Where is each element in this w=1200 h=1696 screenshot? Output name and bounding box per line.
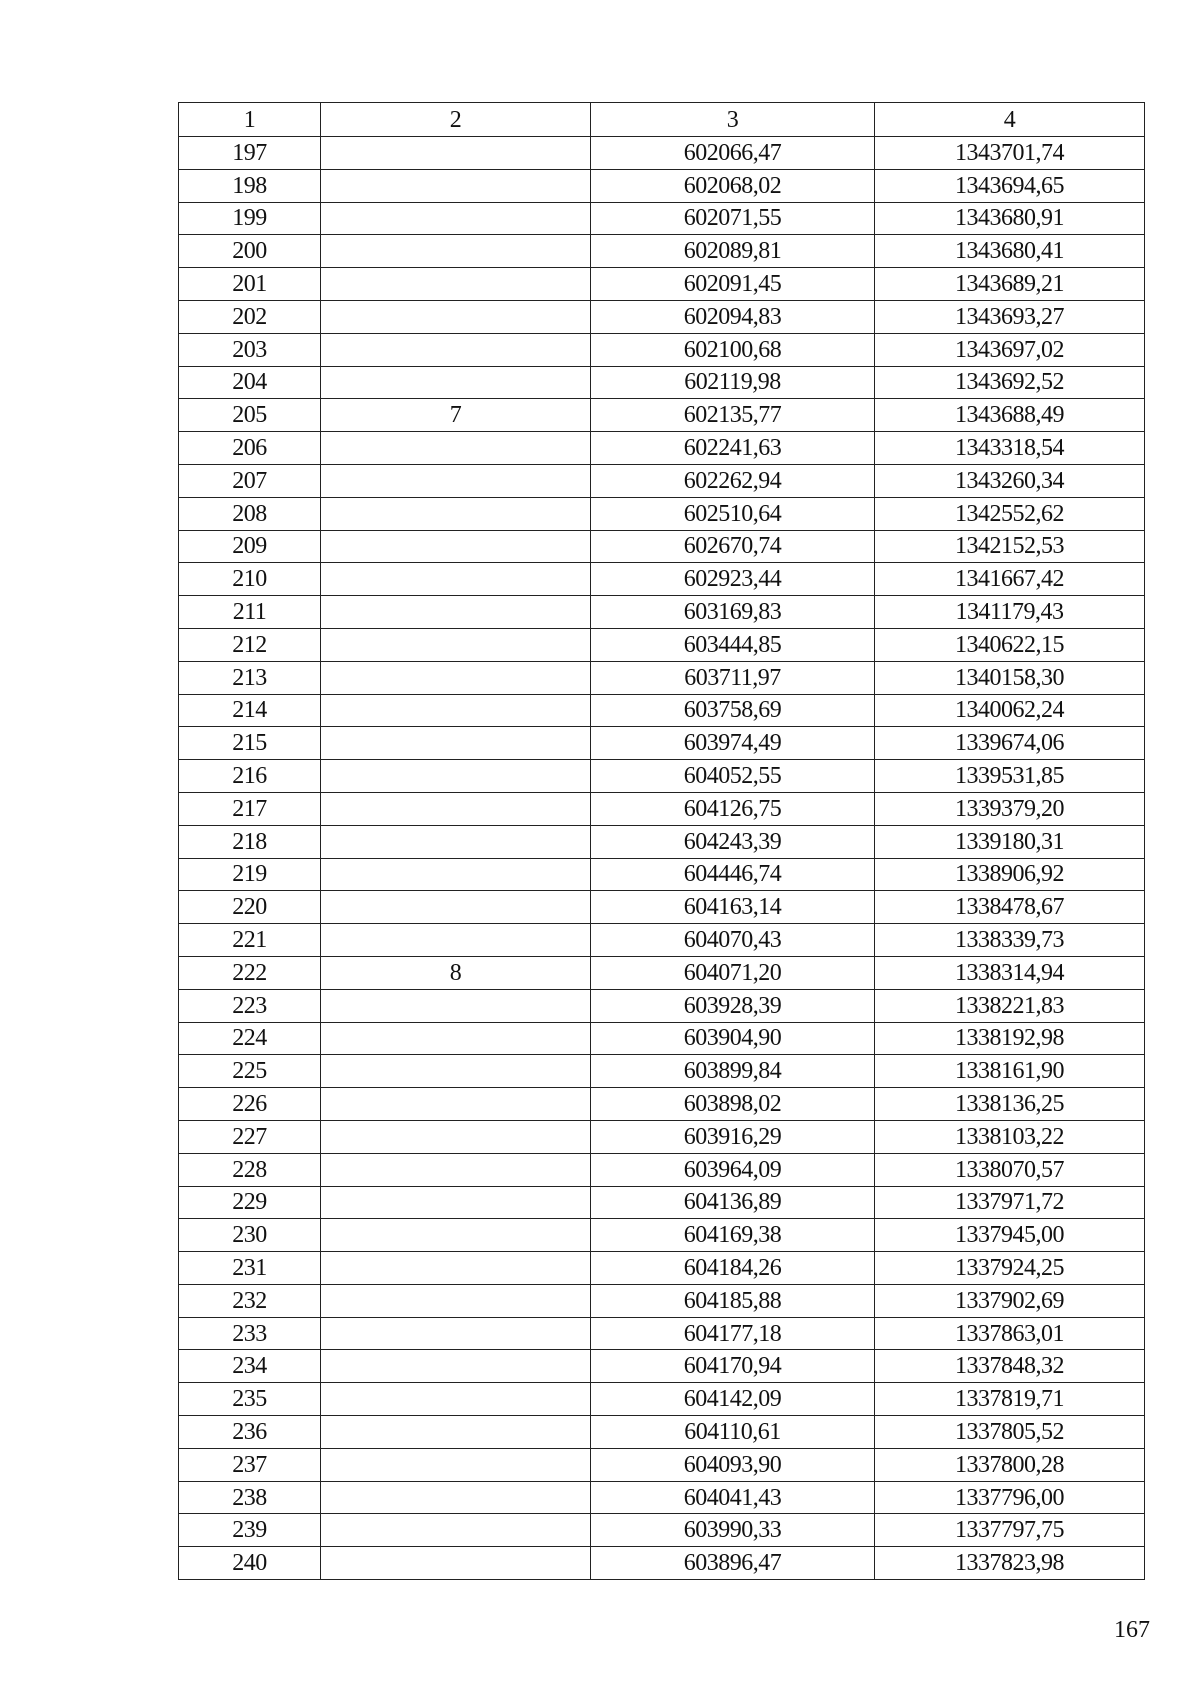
table-row <box>179 1153 1145 1186</box>
point-number-cell: 225 <box>179 1055 321 1088</box>
x-coordinate-cell: 603904,90 <box>591 1022 875 1055</box>
point-number-cell: 214 <box>179 694 321 727</box>
point-number-cell: 230 <box>179 1219 321 1252</box>
x-coordinate-cell: 604142,09 <box>591 1383 875 1416</box>
table-row <box>179 1416 1145 1449</box>
x-coordinate-cell: 604070,43 <box>591 924 875 957</box>
section-cell <box>321 760 591 793</box>
x-coordinate-cell: 602100,68 <box>591 333 875 366</box>
section-cell <box>321 1284 591 1317</box>
table-row <box>179 530 1145 563</box>
y-coordinate-cell: 1343680,91 <box>875 202 1145 235</box>
section-cell <box>321 432 591 465</box>
section-cell <box>321 1448 591 1481</box>
point-number-cell: 205 <box>179 399 321 432</box>
table-row <box>179 137 1145 170</box>
point-number-cell: 218 <box>179 825 321 858</box>
y-coordinate-cell: 1343693,27 <box>875 300 1145 333</box>
y-coordinate-cell: 1338136,25 <box>875 1088 1145 1121</box>
x-coordinate-cell: 604243,39 <box>591 825 875 858</box>
point-number-cell: 217 <box>179 792 321 825</box>
point-number-cell: 222 <box>179 956 321 989</box>
y-coordinate-cell: 1338161,90 <box>875 1055 1145 1088</box>
section-cell: 8 <box>321 956 591 989</box>
table-row <box>179 1448 1145 1481</box>
y-coordinate-cell: 1337902,69 <box>875 1284 1145 1317</box>
point-number-cell: 226 <box>179 1088 321 1121</box>
table-row <box>179 268 1145 301</box>
point-number-cell: 231 <box>179 1252 321 1285</box>
section-cell <box>321 333 591 366</box>
x-coordinate-cell: 603758,69 <box>591 694 875 727</box>
section-cell <box>321 792 591 825</box>
y-coordinate-cell: 1341179,43 <box>875 596 1145 629</box>
section-cell <box>321 1088 591 1121</box>
table-row <box>179 300 1145 333</box>
point-number-cell: 215 <box>179 727 321 760</box>
section-cell <box>321 989 591 1022</box>
x-coordinate-cell: 604071,20 <box>591 956 875 989</box>
point-number-cell: 223 <box>179 989 321 1022</box>
point-number-cell: 224 <box>179 1022 321 1055</box>
table-row <box>179 1055 1145 1088</box>
section-cell <box>321 1219 591 1252</box>
y-coordinate-cell: 1338221,83 <box>875 989 1145 1022</box>
y-coordinate-cell: 1337863,01 <box>875 1317 1145 1350</box>
y-coordinate-cell: 1339531,85 <box>875 760 1145 793</box>
section-cell <box>321 1022 591 1055</box>
y-coordinate-cell: 1339180,31 <box>875 825 1145 858</box>
x-coordinate-cell: 604041,43 <box>591 1481 875 1514</box>
table-row <box>179 202 1145 235</box>
point-number-cell: 203 <box>179 333 321 366</box>
y-coordinate-cell: 1338070,57 <box>875 1153 1145 1186</box>
x-coordinate-cell: 603916,29 <box>591 1120 875 1153</box>
y-coordinate-cell: 1337797,75 <box>875 1514 1145 1547</box>
table-row <box>179 792 1145 825</box>
section-cell <box>321 628 591 661</box>
y-coordinate-cell: 1340622,15 <box>875 628 1145 661</box>
y-coordinate-cell: 1337796,00 <box>875 1481 1145 1514</box>
table-row <box>179 1514 1145 1547</box>
y-coordinate-cell: 1338103,22 <box>875 1120 1145 1153</box>
x-coordinate-cell: 603896,47 <box>591 1547 875 1580</box>
table-row <box>179 628 1145 661</box>
table-row <box>179 1088 1145 1121</box>
table-row <box>179 1284 1145 1317</box>
x-coordinate-cell: 604110,61 <box>591 1416 875 1449</box>
point-number-cell: 233 <box>179 1317 321 1350</box>
x-coordinate-cell: 602089,81 <box>591 235 875 268</box>
y-coordinate-cell: 1337805,52 <box>875 1416 1145 1449</box>
section-cell <box>321 300 591 333</box>
table-row <box>179 661 1145 694</box>
x-coordinate-cell: 603711,97 <box>591 661 875 694</box>
point-number-cell: 209 <box>179 530 321 563</box>
point-number-cell: 213 <box>179 661 321 694</box>
section-cell <box>321 661 591 694</box>
x-coordinate-cell: 602066,47 <box>591 137 875 170</box>
header-col-3: 3 <box>591 103 875 137</box>
y-coordinate-cell: 1337945,00 <box>875 1219 1145 1252</box>
section-cell <box>321 1416 591 1449</box>
point-number-cell: 216 <box>179 760 321 793</box>
section-cell <box>321 563 591 596</box>
section-cell <box>321 1252 591 1285</box>
x-coordinate-cell: 603964,09 <box>591 1153 875 1186</box>
table-row <box>179 1219 1145 1252</box>
table-row <box>179 333 1145 366</box>
y-coordinate-cell: 1337800,28 <box>875 1448 1145 1481</box>
point-number-cell: 221 <box>179 924 321 957</box>
x-coordinate-cell: 602119,98 <box>591 366 875 399</box>
table-row <box>179 399 1145 432</box>
y-coordinate-cell: 1340062,24 <box>875 694 1145 727</box>
table-row <box>179 1317 1145 1350</box>
table-row <box>179 989 1145 1022</box>
point-number-cell: 198 <box>179 169 321 202</box>
section-cell <box>321 1514 591 1547</box>
table-row <box>179 825 1145 858</box>
table-row <box>179 1022 1145 1055</box>
y-coordinate-cell: 1343318,54 <box>875 432 1145 465</box>
x-coordinate-cell: 602068,02 <box>591 169 875 202</box>
table-row <box>179 727 1145 760</box>
section-cell <box>321 268 591 301</box>
section-cell <box>321 596 591 629</box>
point-number-cell: 210 <box>179 563 321 596</box>
point-number-cell: 232 <box>179 1284 321 1317</box>
table-row <box>179 891 1145 924</box>
section-cell <box>321 235 591 268</box>
table-row <box>179 1120 1145 1153</box>
y-coordinate-cell: 1342152,53 <box>875 530 1145 563</box>
x-coordinate-cell: 602091,45 <box>591 268 875 301</box>
point-number-cell: 228 <box>179 1153 321 1186</box>
x-coordinate-cell: 603899,84 <box>591 1055 875 1088</box>
x-coordinate-cell: 604170,94 <box>591 1350 875 1383</box>
header-col-4: 4 <box>875 103 1145 137</box>
x-coordinate-cell: 602923,44 <box>591 563 875 596</box>
y-coordinate-cell: 1341667,42 <box>875 563 1145 596</box>
x-coordinate-cell: 602071,55 <box>591 202 875 235</box>
table-row <box>179 858 1145 891</box>
table-row <box>179 1252 1145 1285</box>
section-cell <box>321 1481 591 1514</box>
x-coordinate-cell: 604126,75 <box>591 792 875 825</box>
table-row <box>179 563 1145 596</box>
x-coordinate-cell: 604052,55 <box>591 760 875 793</box>
point-number-cell: 208 <box>179 497 321 530</box>
point-number-cell: 204 <box>179 366 321 399</box>
x-coordinate-cell: 603974,49 <box>591 727 875 760</box>
section-cell <box>321 464 591 497</box>
point-number-cell: 211 <box>179 596 321 629</box>
y-coordinate-cell: 1340158,30 <box>875 661 1145 694</box>
table-row <box>179 924 1145 957</box>
point-number-cell: 200 <box>179 235 321 268</box>
section-cell <box>321 202 591 235</box>
x-coordinate-cell: 604177,18 <box>591 1317 875 1350</box>
table-row <box>179 1350 1145 1383</box>
y-coordinate-cell: 1339379,20 <box>875 792 1145 825</box>
x-coordinate-cell: 602241,63 <box>591 432 875 465</box>
section-cell <box>321 169 591 202</box>
x-coordinate-cell: 602135,77 <box>591 399 875 432</box>
point-number-cell: 235 <box>179 1383 321 1416</box>
header-row <box>179 103 1145 137</box>
y-coordinate-cell: 1338478,67 <box>875 891 1145 924</box>
y-coordinate-cell: 1343697,02 <box>875 333 1145 366</box>
point-number-cell: 239 <box>179 1514 321 1547</box>
x-coordinate-cell: 603444,85 <box>591 628 875 661</box>
table-header <box>179 103 1145 137</box>
y-coordinate-cell: 1337823,98 <box>875 1547 1145 1580</box>
table-row <box>179 1481 1145 1514</box>
x-coordinate-cell: 603169,83 <box>591 596 875 629</box>
x-coordinate-cell: 603928,39 <box>591 989 875 1022</box>
point-number-cell: 202 <box>179 300 321 333</box>
point-number-cell: 237 <box>179 1448 321 1481</box>
point-number-cell: 197 <box>179 137 321 170</box>
point-number-cell: 234 <box>179 1350 321 1383</box>
section-cell: 7 <box>321 399 591 432</box>
table-body <box>179 137 1145 1580</box>
point-number-cell: 240 <box>179 1547 321 1580</box>
y-coordinate-cell: 1343680,41 <box>875 235 1145 268</box>
table-row <box>179 1547 1145 1580</box>
y-coordinate-cell: 1343692,52 <box>875 366 1145 399</box>
section-cell <box>321 1547 591 1580</box>
point-number-cell: 201 <box>179 268 321 301</box>
x-coordinate-cell: 603898,02 <box>591 1088 875 1121</box>
y-coordinate-cell: 1337971,72 <box>875 1186 1145 1219</box>
x-coordinate-cell: 604093,90 <box>591 1448 875 1481</box>
section-cell <box>321 1153 591 1186</box>
x-coordinate-cell: 604446,74 <box>591 858 875 891</box>
section-cell <box>321 891 591 924</box>
section-cell <box>321 1120 591 1153</box>
table-row <box>179 432 1145 465</box>
table-row <box>179 1186 1145 1219</box>
point-number-cell: 236 <box>179 1416 321 1449</box>
table-row <box>179 169 1145 202</box>
y-coordinate-cell: 1338339,73 <box>875 924 1145 957</box>
x-coordinate-cell: 602670,74 <box>591 530 875 563</box>
coordinates-table <box>178 102 1145 1580</box>
y-coordinate-cell: 1338906,92 <box>875 858 1145 891</box>
header-col-1: 1 <box>179 103 321 137</box>
table-row <box>179 464 1145 497</box>
y-coordinate-cell: 1337924,25 <box>875 1252 1145 1285</box>
y-coordinate-cell: 1343260,34 <box>875 464 1145 497</box>
table-row <box>179 497 1145 530</box>
table-row <box>179 596 1145 629</box>
x-coordinate-cell: 602094,83 <box>591 300 875 333</box>
section-cell <box>321 825 591 858</box>
point-number-cell: 220 <box>179 891 321 924</box>
point-number-cell: 206 <box>179 432 321 465</box>
y-coordinate-cell: 1338192,98 <box>875 1022 1145 1055</box>
point-number-cell: 199 <box>179 202 321 235</box>
page-number: 167 <box>1114 1617 1150 1643</box>
y-coordinate-cell: 1342552,62 <box>875 497 1145 530</box>
x-coordinate-cell: 604169,38 <box>591 1219 875 1252</box>
table-row <box>179 235 1145 268</box>
point-number-cell: 229 <box>179 1186 321 1219</box>
table-row <box>179 366 1145 399</box>
x-coordinate-cell: 602510,64 <box>591 497 875 530</box>
section-cell <box>321 1383 591 1416</box>
y-coordinate-cell: 1337819,71 <box>875 1383 1145 1416</box>
table-row <box>179 1383 1145 1416</box>
x-coordinate-cell: 603990,33 <box>591 1514 875 1547</box>
header-col-2: 2 <box>321 103 591 137</box>
y-coordinate-cell: 1343689,21 <box>875 268 1145 301</box>
section-cell <box>321 1317 591 1350</box>
table-row <box>179 956 1145 989</box>
y-coordinate-cell: 1338314,94 <box>875 956 1145 989</box>
point-number-cell: 219 <box>179 858 321 891</box>
section-cell <box>321 924 591 957</box>
y-coordinate-cell: 1343694,65 <box>875 169 1145 202</box>
y-coordinate-cell: 1343688,49 <box>875 399 1145 432</box>
section-cell <box>321 137 591 170</box>
section-cell <box>321 727 591 760</box>
point-number-cell: 227 <box>179 1120 321 1153</box>
section-cell <box>321 1350 591 1383</box>
section-cell <box>321 1186 591 1219</box>
x-coordinate-cell: 604163,14 <box>591 891 875 924</box>
table-row <box>179 760 1145 793</box>
y-coordinate-cell: 1337848,32 <box>875 1350 1145 1383</box>
section-cell <box>321 366 591 399</box>
y-coordinate-cell: 1339674,06 <box>875 727 1145 760</box>
section-cell <box>321 497 591 530</box>
section-cell <box>321 858 591 891</box>
table-row <box>179 694 1145 727</box>
point-number-cell: 212 <box>179 628 321 661</box>
x-coordinate-cell: 604185,88 <box>591 1284 875 1317</box>
y-coordinate-cell: 1343701,74 <box>875 137 1145 170</box>
x-coordinate-cell: 604136,89 <box>591 1186 875 1219</box>
x-coordinate-cell: 602262,94 <box>591 464 875 497</box>
section-cell <box>321 1055 591 1088</box>
section-cell <box>321 694 591 727</box>
section-cell <box>321 530 591 563</box>
point-number-cell: 207 <box>179 464 321 497</box>
x-coordinate-cell: 604184,26 <box>591 1252 875 1285</box>
point-number-cell: 238 <box>179 1481 321 1514</box>
